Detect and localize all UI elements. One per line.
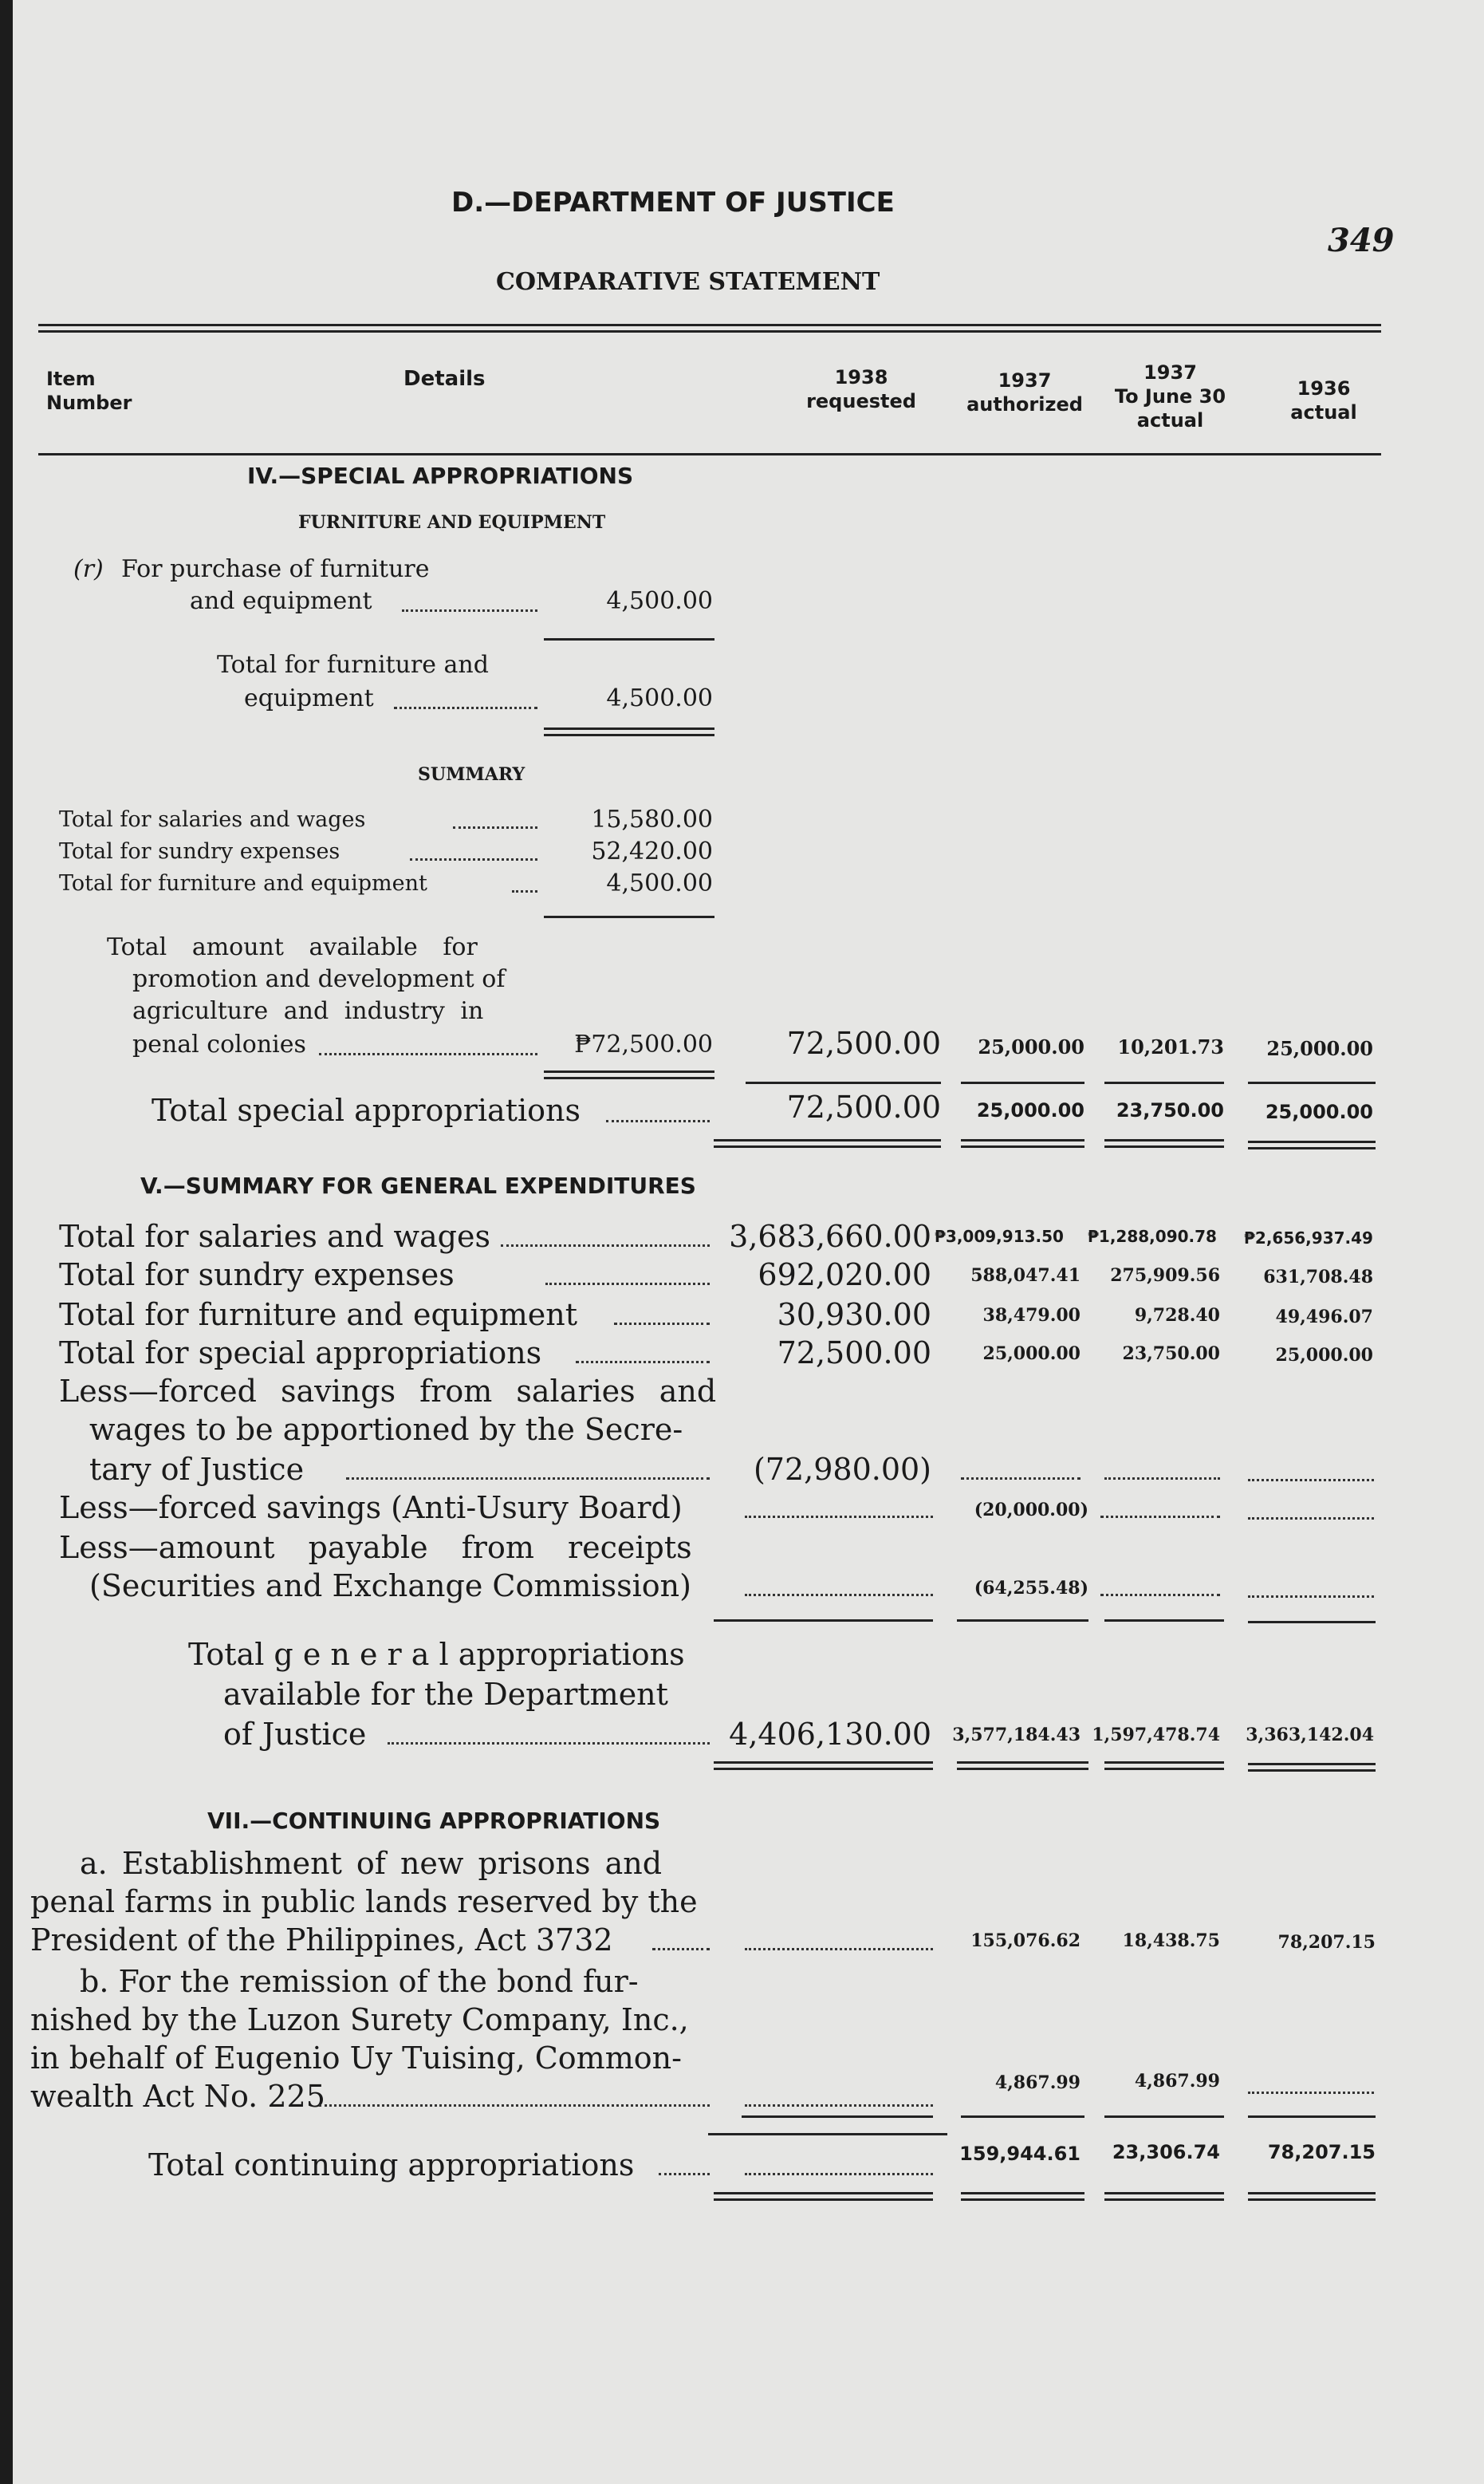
- leader-dots: [402, 609, 537, 612]
- cont-b-line1: b. For the remission of the bond fur-: [80, 1964, 639, 1999]
- leader-dots: [319, 2104, 710, 2107]
- column-rule: [746, 1082, 941, 1084]
- leader-dots: [1104, 1477, 1220, 1480]
- column-rule: [1104, 2115, 1224, 2118]
- total-double-rule: [544, 1070, 714, 1079]
- leader-dots: [659, 2173, 710, 2175]
- item-r-letter: (r): [73, 555, 104, 583]
- leader-dots: [1100, 1516, 1220, 1518]
- cont-a-1936: 78,207.15: [1277, 1932, 1376, 1953]
- item-r-line2: and equipment: [190, 587, 372, 615]
- leader-dots: [576, 1361, 710, 1363]
- summary-salaries-label: Total for salaries and wages: [59, 807, 366, 832]
- column-rule: [708, 2133, 947, 2135]
- total-double-rule: [961, 1139, 1084, 1148]
- total-double-rule: [1104, 1139, 1224, 1148]
- total-general-1937-authorized: 3,577,184.43: [952, 1725, 1081, 1745]
- column-rule: [1104, 1619, 1224, 1622]
- total-special-1936: 25,000.00: [1265, 1101, 1373, 1123]
- general-sundry-1937-authorized: 588,047.41: [970, 1265, 1081, 1286]
- column-rule: [1248, 2115, 1376, 2118]
- column-rule: [961, 2115, 1084, 2118]
- furniture-subheading: FURNITURE AND EQUIPMENT: [298, 512, 606, 533]
- general-special-1938: 72,500.00: [777, 1335, 931, 1370]
- general-furniture-1936: 49,496.07: [1275, 1307, 1373, 1327]
- total-general-line3: of Justice: [223, 1717, 367, 1752]
- total-available-line3: agriculture and industry in: [132, 997, 484, 1025]
- general-furniture-label: Total for furniture and equipment: [59, 1297, 577, 1332]
- total-double-rule: [961, 2192, 1084, 2201]
- header-top-rule: [38, 324, 1381, 333]
- general-salaries-1936: ₱2,656,937.49: [1244, 1228, 1373, 1248]
- total-double-rule: [1248, 1763, 1376, 1772]
- column-rule: [742, 2115, 933, 2118]
- total-double-rule: [1104, 1761, 1224, 1770]
- leader-dots: [1248, 2092, 1374, 2094]
- less1-1938: (72,980.00): [753, 1452, 931, 1487]
- total-double-rule: [714, 2192, 933, 2201]
- section-iv-heading: IV.—SPECIAL APPROPRIATIONS: [247, 463, 634, 489]
- leader-dots: [501, 1244, 710, 1247]
- leader-dots: [961, 1477, 1081, 1480]
- leader-dots: [745, 1948, 933, 1950]
- total-double-rule: [714, 1139, 941, 1148]
- header-bottom-rule: [38, 453, 1381, 455]
- total-double-rule: [544, 727, 714, 736]
- leader-dots: [745, 1594, 933, 1596]
- column-1938-requested-header: 1938 requested: [806, 366, 916, 412]
- page-number: 349: [1328, 222, 1395, 259]
- total-fe-amount: 4,500.00: [606, 684, 713, 712]
- total-general-line2: available for the Department: [223, 1677, 668, 1712]
- total-general-1938: 4,406,130.00: [729, 1717, 931, 1752]
- total-special-1937-authorized: 25,000.00: [976, 1099, 1084, 1122]
- column-1937-actual-header: 1937 To June 30 actual: [1114, 361, 1226, 432]
- total-available-1937-actual: 10,201.73: [1117, 1035, 1224, 1059]
- total-available-amount: ₱72,500.00: [574, 1031, 713, 1059]
- less1-line1: Less—forced savings from salaries and: [59, 1374, 717, 1409]
- cont-a-line3: President of the Philippines, Act 3732: [30, 1922, 613, 1958]
- general-furniture-1937-authorized: 38,479.00: [982, 1305, 1081, 1326]
- summary-sundry-label: Total for sundry expenses: [59, 839, 340, 864]
- total-available-1937-authorized: 25,000.00: [978, 1035, 1084, 1059]
- leader-dots: [1248, 1595, 1374, 1598]
- item-r-line1: For purchase of furniture: [121, 555, 430, 583]
- general-special-label: Total for special appropriations: [59, 1335, 542, 1370]
- cont-b-line4: wealth Act No. 225: [30, 2079, 325, 2114]
- total-fe-line1: Total for furniture and: [217, 651, 489, 679]
- general-special-1937-authorized: 25,000.00: [982, 1343, 1081, 1364]
- leader-dots: [346, 1477, 710, 1480]
- summary-salaries-amount: 15,580.00: [591, 806, 713, 834]
- leader-dots: [606, 1120, 710, 1122]
- column-rule: [714, 1619, 933, 1622]
- general-salaries-label: Total for salaries and wages: [59, 1219, 490, 1254]
- column-rule: [1248, 1621, 1376, 1623]
- column-details-header: Details: [403, 367, 486, 391]
- total-available-1936: 25,000.00: [1266, 1037, 1373, 1060]
- general-sundry-1937-actual: 275,909.56: [1110, 1265, 1220, 1286]
- cont-b-line2: nished by the Luzon Surety Company, Inc.,: [30, 2002, 689, 2037]
- leader-dots: [652, 1948, 710, 1950]
- leader-dots: [614, 1323, 710, 1325]
- cont-b-line3: in behalf of Eugenio Uy Tuising, Common-: [30, 2040, 682, 2076]
- section-v-heading: V.—SUMMARY FOR GENERAL EXPENDITURES: [140, 1173, 696, 1199]
- general-special-1937-actual: 23,750.00: [1122, 1343, 1220, 1364]
- total-special-label: Total special appropriations: [152, 1093, 581, 1128]
- total-available-1938: 72,500.00: [786, 1026, 941, 1061]
- summary-heading: SUMMARY: [418, 764, 526, 785]
- less3-1937-authorized: (64,255.48): [974, 1578, 1088, 1599]
- cont-b-1937-authorized: 4,867.99: [994, 2072, 1081, 2093]
- general-furniture-1938: 30,930.00: [777, 1297, 931, 1332]
- column-1936-actual-header: 1936 actual: [1290, 377, 1357, 424]
- total-continuing-1936: 78,207.15: [1267, 2141, 1376, 2163]
- column-rule: [1104, 1082, 1224, 1084]
- general-special-1936: 25,000.00: [1275, 1345, 1373, 1366]
- leader-dots: [394, 707, 537, 709]
- less3-line1: Less—amount payable from receipts: [59, 1530, 692, 1565]
- column-item-header: Item Number: [46, 368, 132, 414]
- book-spine: [0, 0, 13, 2484]
- total-special-1937-actual: 23,750.00: [1116, 1099, 1224, 1122]
- leader-dots: [410, 858, 537, 861]
- total-double-rule: [1248, 2192, 1376, 2201]
- leader-dots: [1100, 1594, 1220, 1596]
- general-sundry-label: Total for sundry expenses: [59, 1257, 455, 1292]
- total-double-rule: [714, 1761, 933, 1770]
- total-double-rule: [957, 1761, 1088, 1770]
- cont-a-1937-authorized: 155,076.62: [970, 1930, 1081, 1951]
- subtotal-rule: [544, 916, 714, 918]
- section-vii-heading: VII.—CONTINUING APPROPRIATIONS: [207, 1808, 661, 1834]
- total-general-1937-actual: 1,597,478.74: [1092, 1725, 1220, 1745]
- leader-dots: [1248, 1479, 1374, 1481]
- total-available-line2: promotion and development of: [132, 965, 506, 993]
- summary-sundry-amount: 52,420.00: [591, 838, 713, 865]
- column-rule: [961, 1082, 1084, 1084]
- total-general-1936: 3,363,142.04: [1246, 1725, 1374, 1745]
- cont-a-line1: a. Establishment of new prisons and: [80, 1846, 663, 1881]
- total-available-line4: penal colonies: [132, 1031, 306, 1059]
- leader-dots: [388, 1742, 710, 1745]
- cont-a-1937-actual: 18,438.75: [1122, 1930, 1220, 1951]
- leader-dots: [1248, 1517, 1374, 1520]
- general-salaries-1937-authorized: ₱3,009,913.50: [935, 1227, 1064, 1246]
- leader-dots: [512, 890, 537, 893]
- total-special-1938: 72,500.00: [786, 1090, 941, 1125]
- total-fe-line2: equipment: [244, 684, 374, 712]
- total-continuing-1937-authorized: 159,944.61: [959, 2143, 1081, 2165]
- cont-a-line2: penal farms in public lands reserved by the: [30, 1884, 698, 1919]
- leader-dots: [545, 1283, 710, 1285]
- total-double-rule: [1104, 2192, 1224, 2201]
- column-1937-authorized-header: 1937 authorized: [966, 369, 1083, 416]
- department-title: D.—DEPARTMENT OF JUSTICE: [451, 187, 895, 219]
- statement-title: COMPARATIVE STATEMENT: [496, 268, 880, 296]
- less2-1937-authorized: (20,000.00): [974, 1500, 1088, 1520]
- summary-furniture-label: Total for furniture and equipment: [59, 871, 427, 896]
- general-salaries-1938: 3,683,660.00: [729, 1219, 931, 1254]
- less3-line2: (Securities and Exchange Commission): [89, 1568, 691, 1603]
- leader-dots: [745, 2104, 933, 2107]
- total-general-line1: Total g e n e r a l appropriations: [188, 1637, 685, 1672]
- column-rule: [1248, 1082, 1376, 1084]
- general-sundry-1936: 631,708.48: [1263, 1267, 1373, 1287]
- cont-b-1937-actual: 4,867.99: [1134, 2071, 1220, 2092]
- general-salaries-1937-actual: ₱1,288,090.78: [1088, 1227, 1217, 1246]
- leader-dots: [319, 1053, 537, 1055]
- general-sundry-1938: 692,020.00: [758, 1257, 931, 1292]
- total-available-line1: Total amount available for: [107, 933, 478, 961]
- column-rule: [957, 1619, 1088, 1622]
- leader-dots: [745, 2173, 933, 2175]
- subtotal-rule: [544, 638, 714, 641]
- less1-line2: wages to be apportioned by the Secre-: [89, 1412, 683, 1447]
- item-r-amount: 4,500.00: [606, 587, 713, 615]
- total-continuing-label: Total continuing appropriations: [148, 2147, 635, 2182]
- total-continuing-1937-actual: 23,306.74: [1112, 2141, 1220, 2163]
- leader-dots: [745, 1516, 933, 1518]
- total-double-rule: [1248, 1141, 1376, 1149]
- summary-furniture-amount: 4,500.00: [606, 869, 713, 897]
- less1-line3: tary of Justice: [89, 1452, 305, 1487]
- general-furniture-1937-actual: 9,728.40: [1134, 1305, 1220, 1326]
- leader-dots: [453, 826, 537, 829]
- less2-label: Less—forced savings (Anti-Usury Board): [59, 1490, 683, 1525]
